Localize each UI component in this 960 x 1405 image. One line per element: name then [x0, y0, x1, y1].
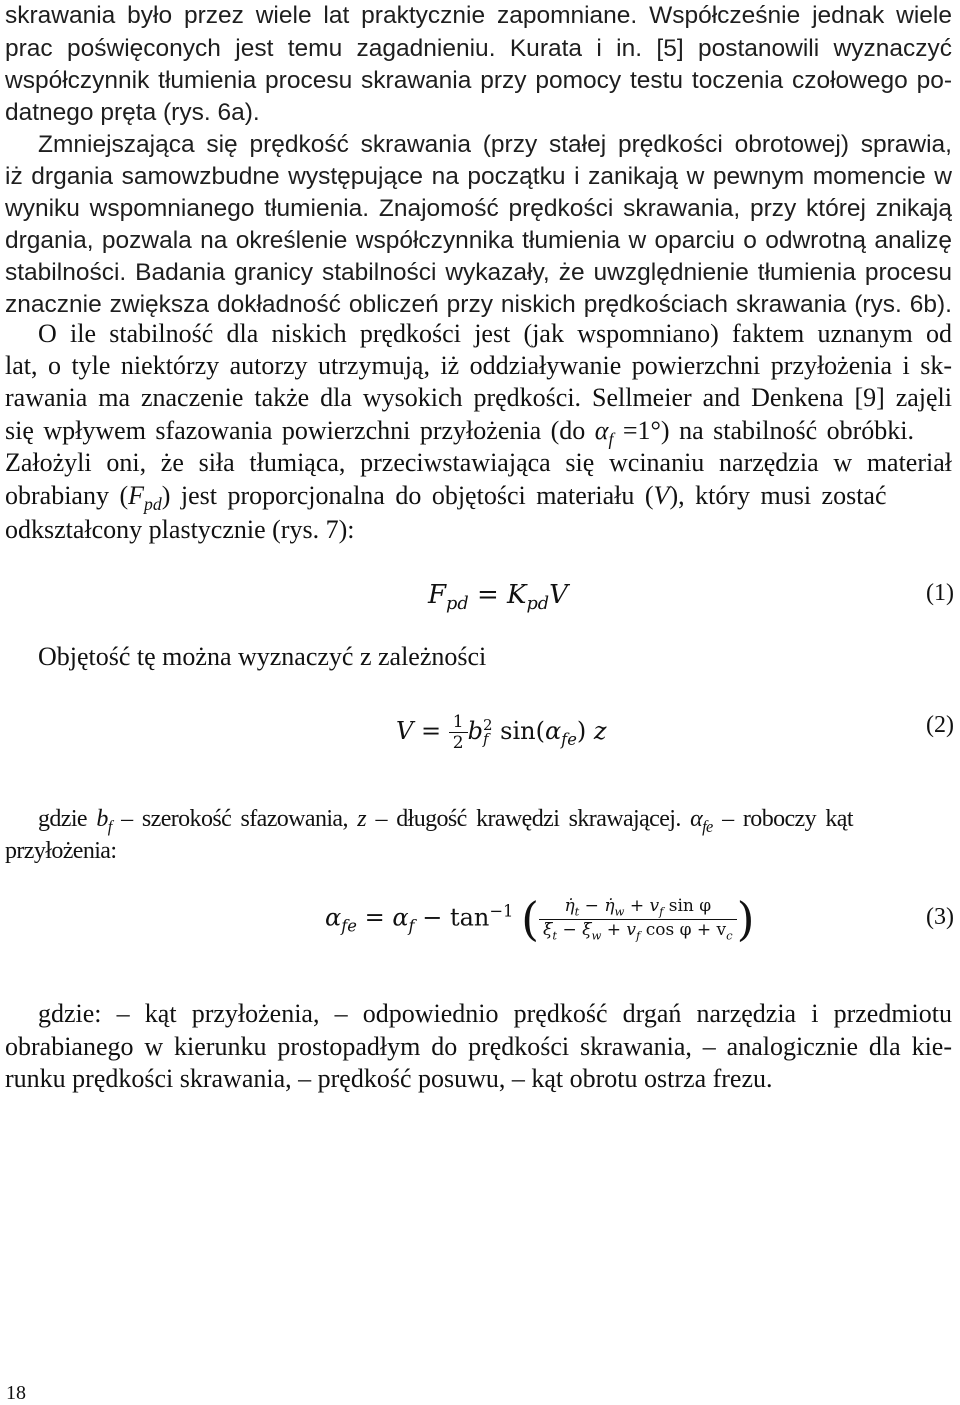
eq-function: sin: [500, 717, 536, 745]
where-line: przyłożenia:: [5, 838, 117, 864]
eq-subscript: f: [659, 904, 664, 919]
paragraph2-line: odkształcony plastycznie (rys. 7):: [5, 515, 355, 544]
equation-2: V = $\frac{1}{2}$ b 2 f $\sin(\alpha_{fe})$ z: [396, 712, 607, 753]
eq-var: b: [467, 717, 483, 745]
eq-subscript: c: [726, 927, 733, 942]
alpha-symbol: α: [594, 416, 609, 445]
subscript: f: [608, 429, 614, 450]
eq-var: K: [507, 580, 527, 610]
paragraph2-line: lat, o tyle niektórzy autorzy utrzymują, iż oddziaływanie powierzchni przyłożenia i sk-: [5, 351, 952, 380]
subscript: pd: [144, 494, 162, 515]
eq-subscript: f: [408, 916, 415, 936]
paragraph1-line: Zmniejszająca się prędkość skrawania (przy stałej prędkości obrotowej) sprawia,: [38, 131, 952, 158]
eq-subscript: t: [574, 904, 580, 919]
paragraph1-line: wyniku wspomnianego tłumienia. Znajomość prędkości skrawania, przy której znikają: [5, 195, 952, 222]
frac-numerator: 1: [452, 712, 464, 732]
paragraph1-line: iż drgania samowzbudne występujące na początku i zanikają w pewnym momencie w: [5, 163, 952, 190]
eq-var: − ξ̇: [557, 919, 592, 940]
eq-fraction: [449, 712, 468, 753]
equation-number: (2): [926, 712, 954, 738]
paragraph2-line: Założyli oni, że siła tłumiąca, przeciwstawiająca się wcinaniu narzędzia w materiał: [5, 448, 952, 477]
frac-denominator: 2: [449, 732, 468, 753]
paragraph2-line: [5, 416, 952, 450]
eq-subscript: f: [482, 729, 489, 748]
force-symbol: F: [128, 481, 145, 510]
text-span: – długość krawędzi skrawającej.: [366, 806, 691, 832]
subscript: fe: [702, 816, 713, 836]
eq-var: − η̇: [579, 896, 615, 917]
eq-subscript: fe: [561, 729, 577, 749]
eq-subscript: pd: [526, 594, 550, 615]
eq-subscript: w: [591, 927, 602, 942]
eq-operator: =: [364, 903, 385, 932]
z-symbol: z: [357, 806, 367, 832]
paragraph2-line: O ile stabilność dla niskich prędkości jest (jak wspomniano) faktem uznanym od: [38, 319, 952, 348]
text-span: – roboczy kąt: [712, 806, 853, 832]
eq-operator: −: [422, 903, 443, 932]
paragraph1-line: skrawania było przez wiele lat praktycznie zapomniane. Współcześnie jednak wiele: [5, 2, 952, 29]
text-span: gdzie: [38, 806, 97, 832]
eq-var: V: [549, 580, 568, 610]
equation-3: $\alpha_{fe} = \alpha_f - \tan^{-1}$ ( $\frac{\etȧ_t - \etȧ_w + v_f \sin \varphi}{\xi̇_t - \xi̇_w + v_f \cos \varphi + v_c}$ ): [325, 892, 755, 946]
paragraph2-line: rawania ma znaczenie także dla wysokich prędkości. Sellmeier and Denkena [9] zajęli: [5, 383, 952, 412]
equation-number: (3): [926, 904, 954, 930]
paragraph2-line: [5, 481, 952, 515]
paragraph1-line: współczynnik tłumienia procesu skrawania przy pomocy testu toczenia czołowego po-: [5, 67, 952, 94]
paragraph1-line: datnego pręta (rys. 6a).: [5, 99, 260, 126]
volume-symbol: V: [653, 481, 670, 510]
eq-var: α: [325, 903, 342, 932]
paragraph3-line: runku prędkości skrawania, – prędkość posuwu, – kąt obrotu ostrza frezu.: [5, 1064, 773, 1093]
text-span: =1°) na stabilność obróbki.: [613, 416, 915, 445]
frac-denominator: [539, 919, 737, 942]
eq-function: sin φ: [663, 896, 712, 917]
eq-subscript: t: [552, 927, 558, 942]
eq-var: η̇: [564, 896, 575, 917]
eq-operator: =: [420, 717, 442, 745]
paragraph3-line: obrabianego w kierunku prostopadłym do prędkości skrawania, – analogicznie dla kie-: [5, 1032, 952, 1061]
eq-operator: =: [476, 580, 499, 610]
eq-subscript: pd: [446, 594, 469, 615]
eq-var: F: [428, 580, 447, 610]
volume-text: Objętość tę można wyznaczyć z zależności: [38, 642, 487, 671]
eq-var: V: [396, 717, 414, 745]
eq-superscript: −1: [489, 901, 514, 921]
frac-numerator: [539, 896, 737, 918]
subscript: f: [107, 816, 112, 836]
eq-var: + v: [624, 896, 660, 917]
paragraph1-line: znacznie zwiększa dokładność obliczeń przy niskich prędkościach skrawania (rys. 6b).: [5, 291, 952, 318]
eq-subscript: fe: [341, 916, 357, 936]
b-symbol: b: [96, 806, 108, 832]
alpha-symbol: α: [690, 806, 703, 832]
eq-subscript: f: [636, 927, 641, 942]
eq-var: α: [392, 903, 409, 932]
where-line: [38, 806, 952, 837]
paragraph1-line: stabilności. Badania granicy stabilności wykazały, że uwzględnienie tłumienia procesu: [5, 259, 952, 286]
eq-subscript: w: [614, 904, 625, 919]
text-span: ), który musi zostać: [669, 481, 887, 510]
page-number: 18: [6, 1382, 26, 1404]
eq-var: α: [544, 717, 562, 745]
equation-number: (1): [926, 580, 954, 606]
text-span: obrabiany (: [5, 481, 129, 510]
eq-var: + v: [601, 919, 637, 940]
paragraph3-line: gdzie: – kąt przyłożenia, – odpowiednio prędkość drgań narzędzia i przedmiotu: [38, 999, 952, 1028]
eq-fraction: [539, 896, 737, 942]
eq-var: z: [593, 717, 607, 745]
equation-1: [428, 580, 568, 614]
paragraph1-line: drgania, pozwala na określenie współczynnika tłumienia w oparciu o odwrotną analizę: [5, 227, 952, 254]
eq-var: ξ̇: [543, 919, 553, 940]
eq-function: tan: [449, 903, 490, 932]
text-span: – szerokość sfazowania,: [111, 806, 358, 832]
eq-superscript: 2: [482, 716, 493, 734]
text-span: ) jest proporcjonalna do objętości materiału (: [161, 481, 654, 510]
eq-function: cos φ + v: [640, 919, 727, 940]
text-span: się wpływem sfazowania powierzchni przyłożenia (do: [5, 416, 595, 445]
paragraph1-line: prac poświęconych jest temu zagadnieniu. Kurata i in. [5] postanowili wyznaczyć: [5, 35, 952, 62]
